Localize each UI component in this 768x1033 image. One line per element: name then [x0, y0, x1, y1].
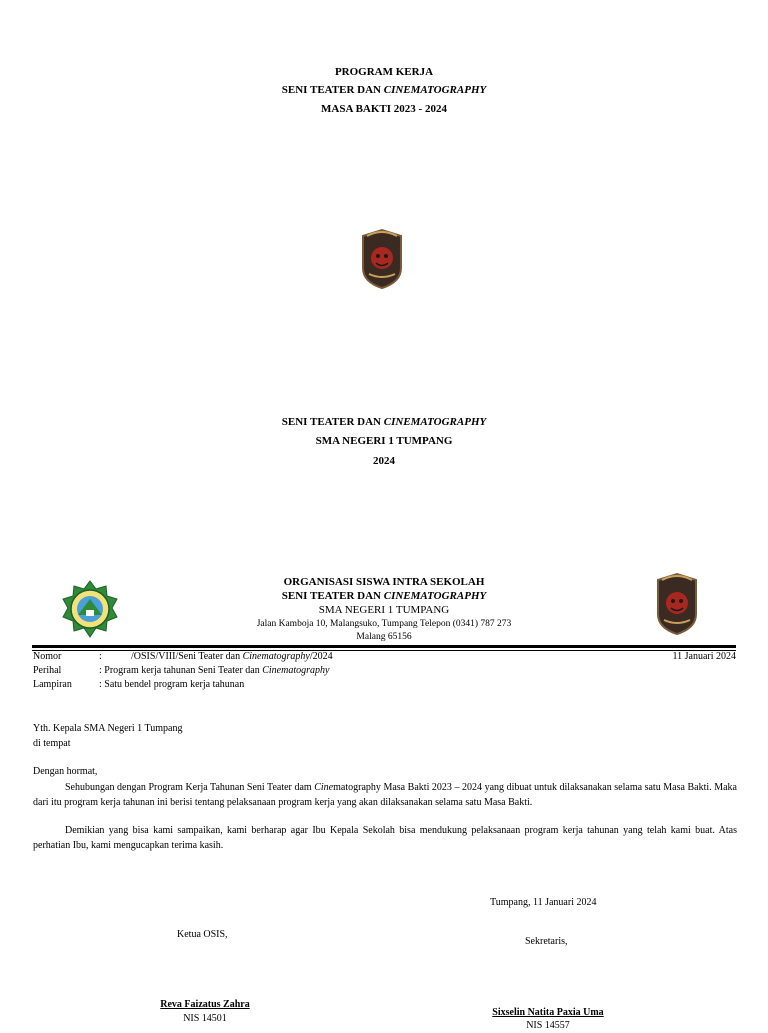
recipient-line-1: Yth. Kepala SMA Negeri 1 Tumpang: [33, 723, 183, 734]
letterhead-dept-text: SENI TEATER DAN: [281, 590, 384, 602]
meta-nomor-value-suffix: /2024: [309, 651, 333, 662]
signature-left-name: Reva Faizatus Zahra: [160, 999, 250, 1010]
signature-left-nis: NIS 14501: [183, 1013, 227, 1024]
meta-date: 11 Januari 2024: [672, 651, 736, 662]
paragraph-1-text-b: matography Masa Bakti 2023 – 2024 yang dibuat untuk dilaksanakan selama satu Masa Bakti. Maka dari itu program kerja tahunan ini berisi tentang pelaksanaan program kerja yang akan dilaksanakan selama satu Masa Bakti.: [33, 782, 737, 808]
letterhead-org: ORGANISASI SISWA INTRA SEKOLAH: [283, 576, 485, 588]
cover-title-line-2-italic: CINEMATOGRAPHY: [383, 84, 487, 96]
meta-nomor-value-italic: Cinematography: [242, 651, 310, 662]
paragraph-1-text-a: Sehubungan dengan Program Kerja Tahunan Seni Teater dam: [65, 782, 315, 793]
meta-lampiran-value: : Satu bendel program kerja tahunan: [99, 679, 245, 690]
signature-place-date: Tumpang, 11 Januari 2024: [490, 897, 597, 908]
letterhead-city: Malang 65156: [356, 632, 412, 642]
cover-title-line-1: PROGRAM KERJA: [334, 66, 434, 78]
letterhead-dept-italic: CINEMATOGRAPHY: [383, 590, 487, 602]
cover-footer-line-2: SMA NEGERI 1 TUMPANG: [315, 435, 453, 447]
paragraph-2-text: Demikian yang bisa kami sampaikan, kami berharap agar Ibu Kepala Sekolah bisa mendukung pelaksanaan program kerja tahunan yang telah kami buat. Atas perhatian Ibu, kami mengucapkan terima kasih.: [33, 825, 737, 851]
signature-left-role: Ketua OSIS,: [177, 929, 228, 940]
cover-title-line-3: MASA BAKTI 2023 - 2024: [321, 103, 447, 115]
meta-nomor-value: /OSIS/VIII/Seni Teater dan: [131, 651, 243, 662]
recipient-line-2: di tempat: [33, 738, 71, 749]
letterhead-school: SMA NEGERI 1 TUMPANG: [318, 604, 450, 616]
theater-club-emblem-icon: [654, 572, 700, 636]
signature-right-name: Sixselin Natita Paxia Uma: [492, 1007, 604, 1018]
meta-perihal-label: Perihal: [33, 665, 62, 676]
meta-nomor-label: Nomor: [33, 651, 62, 662]
cover-footer-line-1: [0, 413, 768, 433]
meta-lampiran-row: [33, 678, 244, 692]
cover-title-line-2-text: SENI TEATER DAN: [281, 84, 384, 96]
greeting: Dengan hormat,: [33, 766, 98, 777]
cover-footer-line-3: 2024: [373, 455, 395, 467]
paragraph-1: [33, 780, 737, 810]
letterhead-dept: [0, 589, 768, 603]
cover-title-line-2: [0, 81, 768, 101]
letterhead-address: Jalan Kamboja 10, Malangsuko, Tumpang Telepon (0341) 787 273: [256, 619, 512, 629]
paragraph-2: [33, 823, 737, 853]
signature-right-role: Sekretaris,: [525, 936, 568, 947]
meta-lampiran-label: Lampiran: [33, 679, 72, 690]
letterhead-divider-thick: [32, 645, 736, 648]
signature-right-nis: NIS 14557: [526, 1020, 570, 1031]
meta-nomor-row: [33, 650, 333, 664]
meta-nomor-colon: :: [99, 651, 102, 662]
meta-perihal-value-italic: Cinematography: [262, 665, 330, 676]
cover-footer-line-1-italic: CINEMATOGRAPHY: [383, 416, 487, 428]
meta-perihal-row: [33, 664, 329, 678]
paragraph-1-italic: Cine: [314, 782, 334, 793]
meta-perihal-value: : Program kerja tahunan Seni Teater dan: [99, 665, 263, 676]
cover-footer-line-1-text: SENI TEATER DAN: [281, 416, 384, 428]
theater-club-emblem-icon: [359, 228, 405, 290]
